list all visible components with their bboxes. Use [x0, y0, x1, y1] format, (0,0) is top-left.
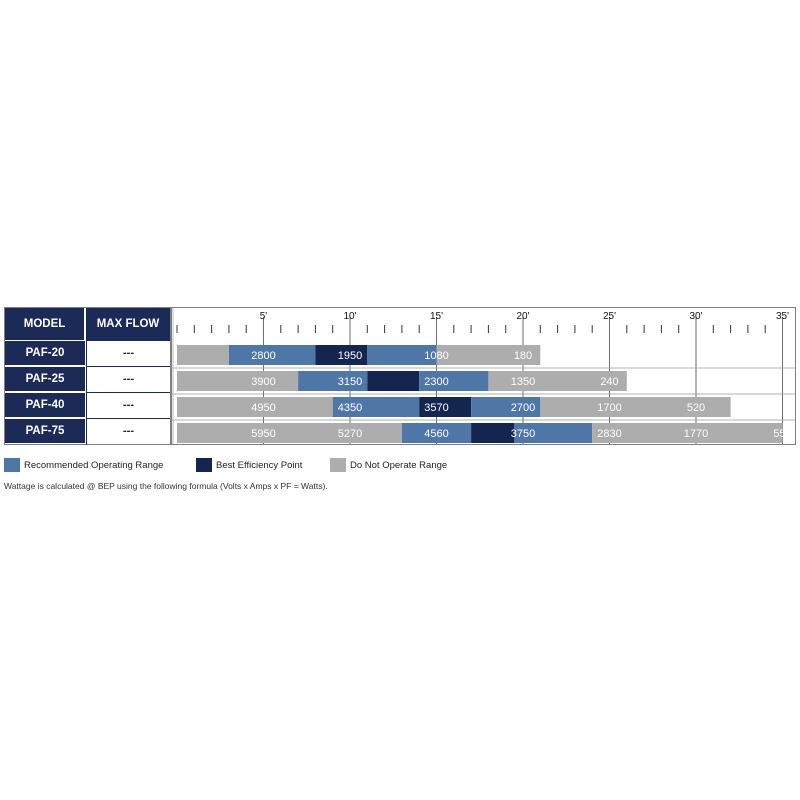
model-column-header: MODEL [5, 308, 85, 340]
bar-value-label: 520 [686, 402, 706, 414]
bar-segment-do-not-operate [177, 371, 298, 391]
legend-do-not-operate-label: Do Not Operate Range [350, 459, 448, 471]
legend-recommended [4, 458, 163, 472]
bar-value-label: 2830 [597, 428, 622, 440]
max-flow-column-header: MAX FLOW [86, 308, 170, 340]
bar-value-label: 4560 [424, 428, 449, 440]
bar-value-label: 3900 [251, 376, 276, 388]
bar-value-label: 1950 [337, 350, 363, 362]
bar-value-label: 3570 [424, 402, 449, 414]
x-tick-label: 25' [602, 311, 617, 322]
bar-value-label: 4350 [337, 402, 363, 414]
x-tick-label: 15' [429, 311, 444, 322]
bar-segment-do-not-operate [177, 345, 229, 365]
bar-value-label: 1770 [683, 428, 709, 440]
legend-recommended-label: Recommended Operating Range [24, 459, 164, 471]
model-cell-paf-25: PAF-25 [5, 366, 85, 391]
bar-value-label: 240 [600, 376, 619, 388]
bar-value-label: 4950 [251, 402, 276, 414]
do-not-operate-swatch [330, 458, 346, 472]
bar-value-label: 1080 [424, 350, 449, 362]
bar-value-label: 3750 [510, 428, 536, 440]
legend-do-not-operate [330, 458, 447, 472]
bar-value-label: 1350 [510, 376, 536, 388]
bar-value-label: 2300 [424, 376, 449, 388]
bar-value-label: 2700 [510, 402, 536, 414]
max-flow-cell-paf-75: --- [86, 418, 170, 443]
x-tick-label: 35' [775, 311, 790, 322]
pump-performance-chart [4, 307, 796, 445]
model-cell-paf-75: PAF-75 [5, 418, 85, 443]
max-flow-cell-paf-40: --- [86, 392, 170, 417]
wattage-footnote: Wattage is calculated @ BEP using the following formula (Volts x Amps x PF = Watts). [4, 481, 328, 491]
bar-value-label: 5950 [251, 428, 276, 440]
x-tick-label: 20' [516, 311, 530, 322]
x-tick-label: 5' [259, 311, 268, 322]
bar-value-label: 1700 [597, 402, 622, 414]
model-cell-paf-20: PAF-20 [5, 340, 85, 365]
x-tick-label: 30' [689, 311, 703, 322]
bar-segment-best-efficiency [471, 423, 514, 443]
legend-best-efficiency [196, 458, 302, 472]
legend-best-efficiency-label: Best Efficiency Point [216, 459, 303, 471]
bar-value-label: 5270 [337, 428, 363, 440]
bar-value-label: 180 [513, 350, 533, 362]
bar-value-label: 2800 [251, 350, 276, 362]
bar-value-label: 550 [773, 428, 792, 440]
range-plot [5, 308, 795, 444]
bar-value-label: 3150 [337, 376, 363, 388]
max-flow-cell-paf-20: --- [86, 340, 170, 365]
model-cell-paf-40: PAF-40 [5, 392, 85, 417]
best-efficiency-swatch [196, 458, 212, 472]
x-tick-label: 10' [343, 311, 357, 322]
bar-segment-best-efficiency [367, 371, 419, 391]
max-flow-cell-paf-25: --- [86, 366, 170, 391]
bar-segment-do-not-operate [177, 423, 402, 443]
recommended-swatch [4, 458, 20, 472]
